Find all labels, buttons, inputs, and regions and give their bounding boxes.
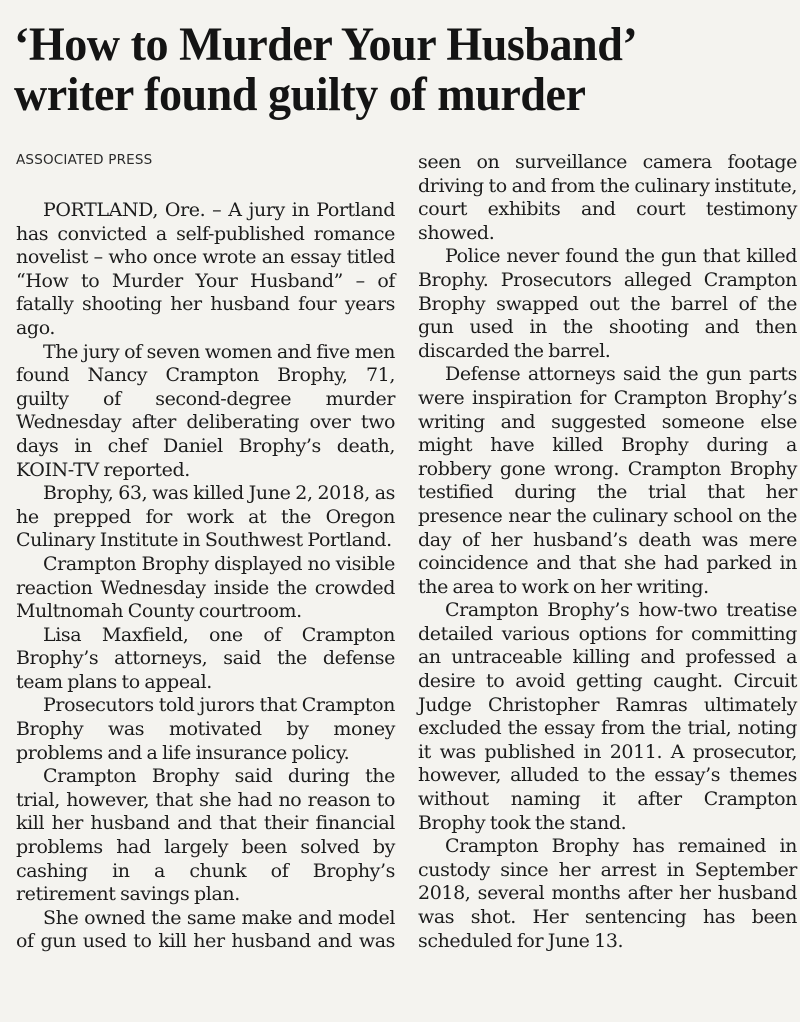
right-column [418, 151, 797, 953]
paragraph: Defense attorneys said the gun parts were inspiration for Crampton Brophy’s writing and suggested someone else might have killed Brophy during a robbery gone wrong. Crampton Brophy testified during the trial that her presence near the culinary school on the day of her husband’s death was mere coincidence and that she had parked in the area to work on her writing. [418, 363, 797, 598]
paragraph: Prosecutors told jurors that Crampton Brophy was motivated by money problems and a life insurance policy. [16, 694, 395, 764]
headline-line-2: writer found guilty of murder [14, 68, 586, 121]
paragraph: Crampton Brophy’s how-two treatise detailed various options for committing an untraceable killing and professed a desire to avoid getting caught. Circuit Judge Christopher Ramras ultimately excluded the essay from the trial, noting it was published in 2011. A prosecutor, however, alluded to the essay’s themes without naming it after Crampton Brophy took the stand. [418, 599, 797, 834]
paragraph: She owned the same make and model of gun used to kill her husband and was [16, 906, 395, 953]
paragraph: Police never found the gun that killed Brophy. Prosecutors alleged Crampton Brophy swapped out the barrel of the gun used in the shooting and then discarded the barrel. [418, 245, 797, 362]
headline [14, 20, 763, 120]
byline: ASSOCIATED PRESS [16, 152, 153, 168]
paragraph-continuation: seen on surveillance camera footage driving to and from the culinary institute, court exhibits and court testimony showed. [418, 151, 797, 244]
paragraph: Lisa Maxfield, one of Crampton Brophy’s attorneys, said the defense team plans to appeal. [16, 623, 395, 693]
paragraph: Crampton Brophy said during the trial, however, that she had no reason to kill her husband and that their financial problems had largely been solved by cashing in a chunk of Brophy’s retirement savings plan. [16, 765, 395, 906]
paragraph: PORTLAND, Ore. – A jury in Portland has convicted a self-published romance novelist – who once wrote an essay titled “How to Murder Your Husband” – of fatally shooting her husband four years ago. [16, 199, 395, 339]
paragraph: The jury of seven women and five men found Nancy Crampton Brophy, 71, guilty of second-degree murder Wednesday after deliberating over two days in chef Daniel Brophy’s death, KOIN-TV reported. [16, 340, 395, 481]
paragraph: Crampton Brophy has remained in custody since her arrest in September 2018, several months after her husband was shot. Her sentencing has been scheduled for June 13. [418, 835, 797, 952]
left-column [16, 145, 395, 954]
paragraph: Crampton Brophy displayed no visible reaction Wednesday inside the crowded Multnomah County courtroom. [16, 552, 395, 623]
headline-line-1: ‘How to Murder Your Husband’ [14, 18, 638, 71]
paragraph: Brophy, 63, was killed June 2, 2018, as he prepped for work at the Oregon Culinary Institute in Southwest Portland. [16, 482, 395, 552]
